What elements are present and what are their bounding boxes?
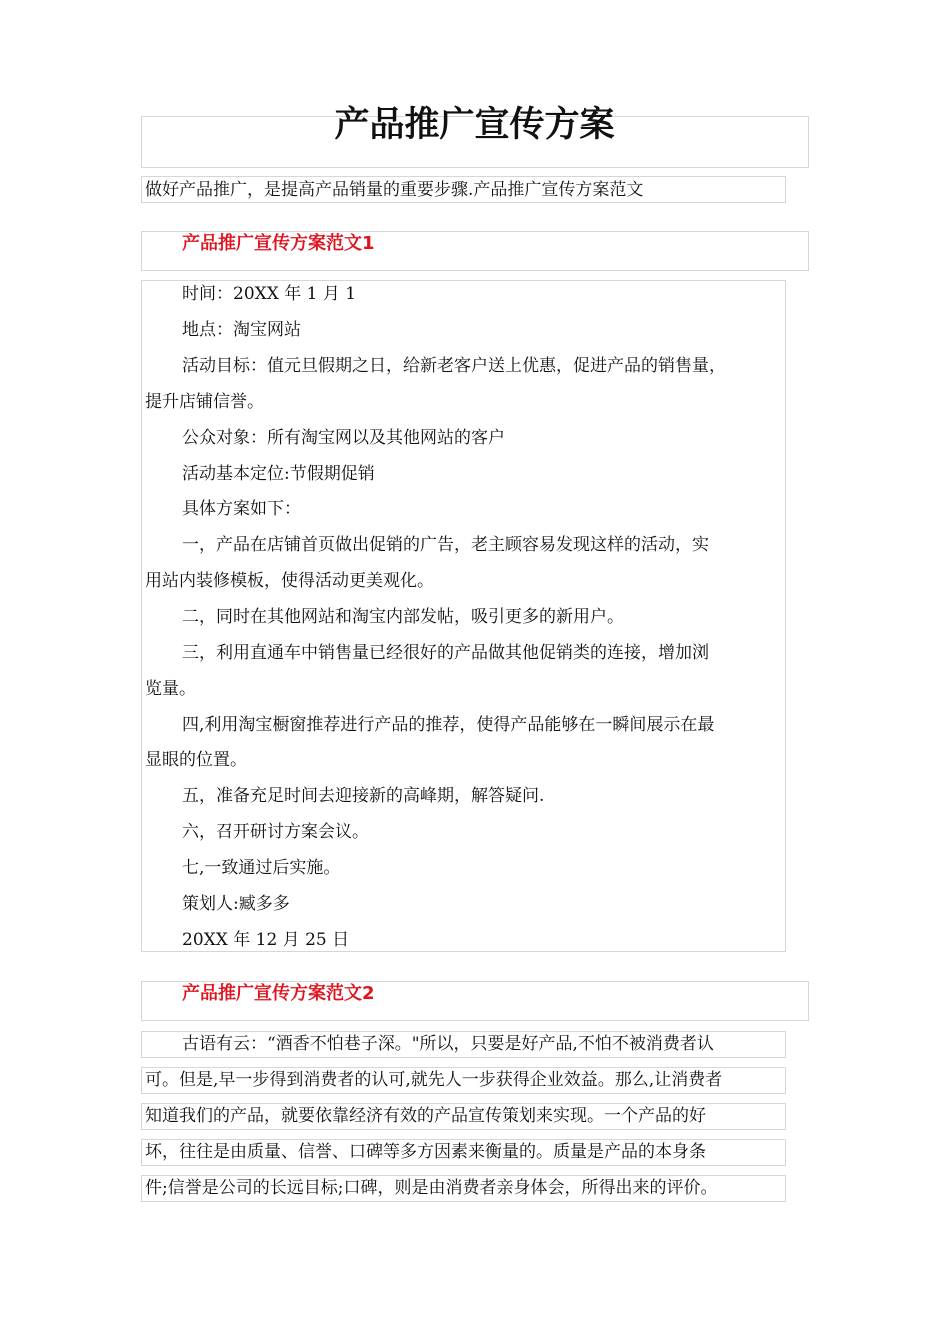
paragraph-line: 活动目标：值元旦假期之日，给新老客户送上优惠，促进产品的销售量，	[182, 356, 726, 376]
paragraph-line: 古语有云：“酒香不怕巷子深。"所以，只要是好产品,不怕不被消费者认	[182, 1034, 714, 1054]
paragraph-line: 件;信誉是公司的长远目标;口碑，则是由消费者亲身体会，所得出来的评价。	[145, 1178, 718, 1198]
section2-heading: 产品推广宣传方案范文2	[182, 983, 375, 1004]
paragraph-line: 六，召开研讨方案会议。	[182, 822, 369, 842]
paragraph-line: 公众对象：所有淘宝网以及其他网站的客户	[182, 428, 505, 448]
paragraph-line: 策划人:臧多多	[182, 894, 290, 914]
paragraph-line: 二，同时在其他网站和淘宝内部发帖，吸引更多的新用户。	[182, 607, 624, 627]
paragraph-line: 地点：淘宝网站	[182, 320, 301, 340]
paragraph-line: 显眼的位置。	[145, 750, 247, 770]
paragraph-line: 一，产品在店铺首页做出促销的广告，老主顾容易发现这样的活动，实	[182, 535, 709, 555]
paragraph-line: 坏，往往是由质量、信誉、口碑等多方因素来衡量的。质量是产品的本身条	[145, 1142, 706, 1162]
paragraph-line: 20XX 年 12 月 25 日	[182, 930, 350, 950]
paragraph-line: 用站内装修模板，使得活动更美观化。	[145, 571, 434, 591]
paragraph-line: 三，利用直通车中销售量已经很好的产品做其他促销类的连接，增加浏	[182, 643, 709, 663]
intro-paragraph: 做好产品推广，是提高产品销量的重要步骤.产品推广宣传方案范文	[145, 180, 644, 200]
paragraph-line: 可。但是,早一步得到消费者的认可,就先人一步获得企业效益。那么,让消费者	[145, 1070, 723, 1090]
paragraph-line: 七,一致通过后实施。	[182, 858, 341, 878]
paragraph-line: 提升店铺信誉。	[145, 392, 264, 412]
paragraph-line: 四,利用淘宝橱窗推荐进行产品的推荐，使得产品能够在一瞬间展示在最	[182, 715, 715, 735]
paragraph-line: 活动基本定位:节假期促销	[182, 464, 375, 484]
section1-heading: 产品推广宣传方案范文1	[182, 233, 375, 254]
paragraph-line: 览量。	[145, 679, 196, 699]
paragraph-line: 五，准备充足时间去迎接新的高峰期，解答疑问.	[182, 786, 545, 806]
document-title: 产品推广宣传方案	[334, 105, 615, 145]
paragraph-line: 知道我们的产品，就要依靠经济有效的产品宣传策划来实现。一个产品的好	[145, 1106, 706, 1126]
paragraph-line: 时间：20XX 年 1 月 1	[182, 284, 357, 304]
paragraph-line: 具体方案如下：	[182, 499, 301, 519]
